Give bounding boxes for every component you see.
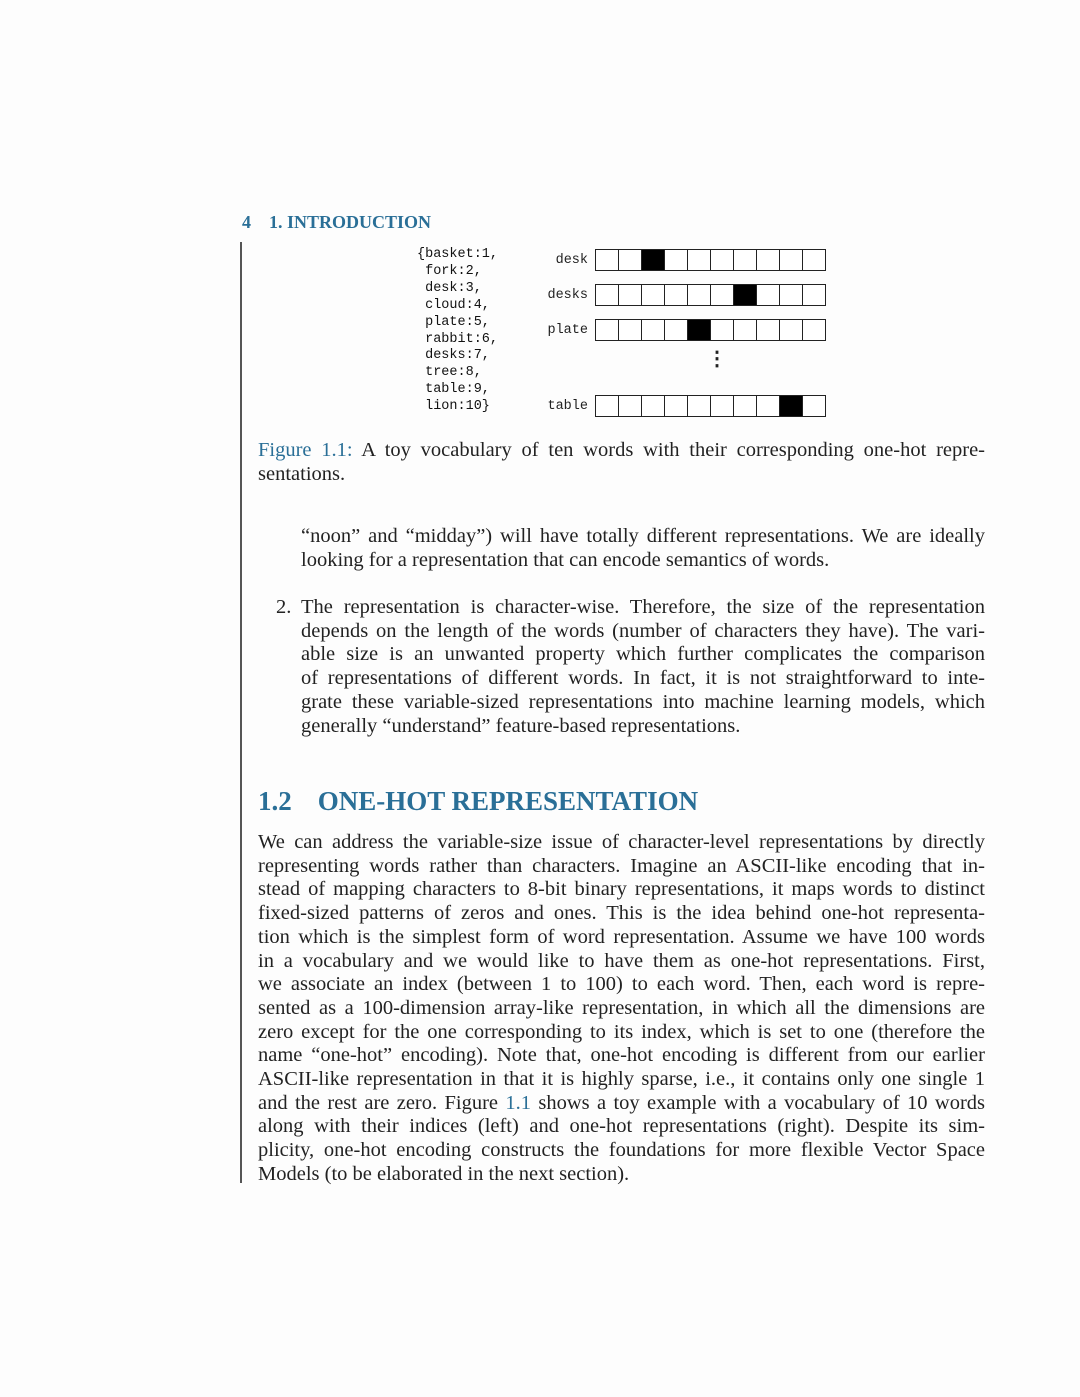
zero-cell	[803, 320, 825, 340]
text-line: of representations of different words. In fact, it is not straightforward to inte-	[301, 667, 985, 690]
vocabulary-entry: {basket:1,	[417, 247, 499, 262]
text-line: Models (to be elaborated in the next section).	[258, 1162, 630, 1185]
text-line: “noon” and “midday”) will have totally different representations. We are ideally	[301, 525, 985, 547]
text-line: generally “understand” feature-based representations.	[301, 714, 741, 737]
zero-cell	[711, 250, 734, 270]
list-number: 2.	[276, 596, 292, 618]
zero-cell	[619, 396, 642, 416]
zero-cell	[803, 396, 825, 416]
vocabulary-entry: lion:10}	[417, 399, 490, 415]
vector-cells	[595, 249, 826, 271]
hot-cell	[780, 396, 803, 416]
caption-line: sentations.	[258, 462, 346, 485]
vector-word: desk	[555, 252, 588, 268]
vocabulary-entry: table:9,	[417, 382, 490, 398]
zero-cell	[619, 285, 642, 305]
text-line: ASCII-like representation in that it is highly sparse, i.e., it contains only one single 1	[258, 1068, 985, 1091]
vocabulary-listing	[417, 247, 498, 416]
zero-cell	[711, 320, 734, 340]
hot-cell	[688, 320, 711, 340]
zero-cell	[665, 285, 688, 305]
zero-cell	[688, 396, 711, 416]
text-line: we associate an index (between 1 to 100) to each word. Then, each word is repre-	[258, 973, 985, 996]
vocabulary-entry: plate:5,	[417, 314, 490, 330]
zero-cell	[803, 250, 825, 270]
page-number: 4	[242, 212, 251, 232]
zero-cell	[734, 250, 757, 270]
zero-cell	[757, 396, 780, 416]
zero-cell	[711, 285, 734, 305]
text-line: zero except for the one corresponding to its index, which is set to one (therefore the	[258, 1020, 985, 1043]
zero-cell	[665, 250, 688, 270]
zero-cell	[596, 250, 619, 270]
text-line: fixed-sized patterns of zeros and ones. This is the idea behind one-hot representa-	[258, 902, 985, 925]
vocabulary-entry: tree:8,	[417, 365, 482, 381]
text-line: along with their indices (left) and one-hot representations (right). Despite its sim-	[258, 1115, 985, 1138]
hot-cell	[734, 285, 757, 305]
hot-cell	[642, 250, 665, 270]
vocabulary-entry: cloud:4,	[417, 297, 490, 313]
figure-reference-link[interactable]: 1.1	[505, 1091, 532, 1114]
section-title: ONE-HOT REPRESENTATION	[317, 786, 699, 816]
text-span: shows a toy example with a vocabulary of 10 words	[531, 1091, 985, 1114]
text-line: in a vocabulary and we would like to have them as one-hot representations. First,	[258, 949, 985, 972]
vector-row-desk	[520, 249, 826, 271]
vector-row-table	[520, 395, 826, 417]
zero-cell	[780, 320, 803, 340]
text-line: tion which is the simplest form of word representation. Assume we have 100 words	[258, 925, 985, 948]
chapter-title: 1. INTRODUCTION	[269, 212, 432, 232]
zero-cell	[619, 320, 642, 340]
text-line: The representation is character-wise. Therefore, the size of the representation	[301, 596, 985, 618]
vocabulary-entry: fork:2,	[417, 263, 482, 279]
text-line: sented as a 100-dimension array-like representation, in which all the dimensions are	[258, 996, 985, 1019]
zero-cell	[596, 320, 619, 340]
text-line: stead of mapping characters to 8-bit binary representations, it maps words to distinct	[258, 878, 985, 901]
zero-cell	[688, 250, 711, 270]
zero-cell	[757, 320, 780, 340]
zero-cell	[734, 320, 757, 340]
text-line	[258, 1092, 985, 1116]
running-header	[242, 212, 431, 233]
text-line: looking for a representation that can encode semantics of words.	[301, 548, 830, 571]
vector-word: desks	[547, 287, 588, 303]
zero-cell	[665, 396, 688, 416]
zero-cell	[596, 285, 619, 305]
zero-cell	[734, 396, 757, 416]
zero-cell	[642, 320, 665, 340]
vector-word: plate	[547, 322, 588, 338]
zero-cell	[619, 250, 642, 270]
zero-cell	[688, 285, 711, 305]
zero-cell	[665, 320, 688, 340]
continuation-paragraph	[301, 525, 985, 572]
body-paragraph	[258, 831, 985, 1187]
vocabulary-entry: desk:3,	[417, 280, 482, 296]
text-line: grate these variable-sized representations into machine learning models, which	[301, 690, 985, 713]
text-line: We can address the variable-size issue of character-level representations by directly	[258, 831, 985, 853]
zero-cell	[596, 396, 619, 416]
section-number: 1.2	[258, 786, 292, 816]
zero-cell	[757, 285, 780, 305]
figure-label: Figure 1.1:	[258, 439, 353, 461]
text-line: plicity, one-hot encoding constructs the foundations for more flexible Vector Space	[258, 1139, 985, 1162]
vector-cells	[595, 319, 826, 341]
text-line: able size is an unwanted property which further complicates the comparison	[301, 643, 985, 666]
section-heading	[258, 786, 698, 817]
text-span: and the rest are zero. Figure	[258, 1091, 506, 1114]
vector-word: table	[547, 398, 588, 414]
figure-caption	[258, 439, 985, 486]
vector-cells	[595, 395, 826, 417]
text-line: representing words rather than characters. Imagine an ASCII-like encoding that in-	[258, 854, 985, 877]
zero-cell	[780, 250, 803, 270]
ellipsis: ⋮	[707, 348, 727, 370]
vector-cells	[595, 284, 826, 306]
text-line: name “one-hot” encoding). Note that, one-hot encoding is different from our earlier	[258, 1044, 985, 1067]
vector-row-desks	[520, 284, 826, 306]
caption-line: A toy vocabulary of ten words with their corresponding one-hot repre-	[352, 439, 986, 461]
zero-cell	[803, 285, 825, 305]
vector-row-plate	[520, 319, 826, 341]
zero-cell	[780, 285, 803, 305]
vocabulary-entry: rabbit:6,	[417, 331, 499, 347]
vocabulary-entry: desks:7,	[417, 348, 490, 364]
zero-cell	[757, 250, 780, 270]
text-line: depends on the length of the words (number of characters they have). The vari-	[301, 619, 985, 642]
zero-cell	[642, 396, 665, 416]
zero-cell	[711, 396, 734, 416]
zero-cell	[642, 285, 665, 305]
margin-rule	[240, 242, 242, 1183]
